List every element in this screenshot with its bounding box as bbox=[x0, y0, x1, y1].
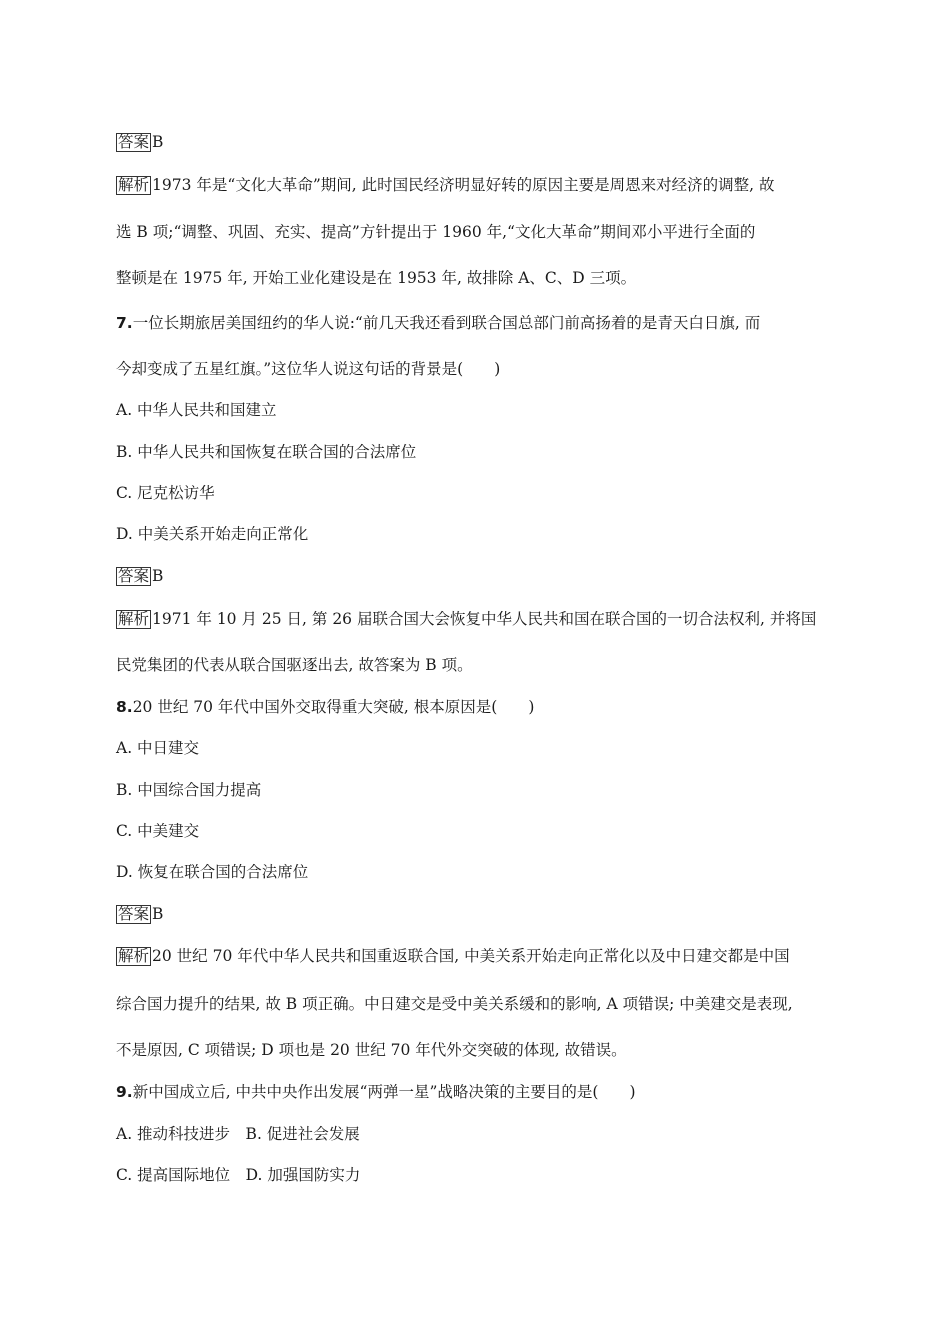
analysis-tag: 解析 bbox=[118, 610, 150, 628]
option-a: A. 中日建交 bbox=[116, 739, 200, 757]
question-text: 新中国成立后, 中共中央作出发展“两弹一星”战略决策的主要目的是( ) bbox=[132, 1083, 636, 1101]
analysis-tag: 解析 bbox=[118, 176, 150, 194]
analysis-line bbox=[116, 946, 790, 966]
options-row-cd: C. 提高国际地位 D. 加强国防实力 bbox=[116, 1166, 361, 1184]
analysis-text: 整顿是在 1975 年, 开始工业化建设是在 1953 年, 故排除 A、C、D 三项。 bbox=[116, 269, 637, 287]
analysis-tag: 解析 bbox=[118, 947, 150, 965]
answer-value: B bbox=[152, 905, 164, 923]
answer-line bbox=[116, 132, 163, 152]
question-number: 7. bbox=[116, 314, 133, 332]
analysis-text: 综合国力提升的结果, 故 B 项正确。中日建交是受中美关系缓和的影响, A 项错误; 中美建交是表现, bbox=[116, 995, 793, 1013]
question-text: 一位长期旅居美国纽约的华人说:“前几天我还看到联合国总部门前高扬着的是青天白日旗, 而 bbox=[132, 314, 761, 332]
option-a: A. 中华人民共和国建立 bbox=[116, 401, 277, 419]
option-d: D. 恢复在联合国的合法席位 bbox=[116, 863, 309, 881]
analysis-text: 选 B 项;“调整、巩固、充实、提高”方针提出于 1960 年,“文化大革命”期间邓小平进行全面的 bbox=[116, 223, 756, 241]
answer-tag: 答案 bbox=[118, 567, 150, 585]
answer-value: B bbox=[152, 133, 164, 151]
option-b: B. 中华人民共和国恢复在联合国的合法席位 bbox=[116, 443, 417, 461]
answer-tag: 答案 bbox=[118, 133, 150, 151]
option-c: C. 中美建交 bbox=[116, 822, 200, 840]
analysis-text: 20 世纪 70 年代中华人民共和国重返联合国, 中美关系开始走向正常化以及中日建交都是中国 bbox=[152, 947, 790, 965]
answer-line bbox=[116, 904, 163, 924]
question-number: 8. bbox=[116, 698, 133, 716]
question-7-stem bbox=[116, 313, 760, 333]
analysis-text: 1971 年 10 月 25 日, 第 26 届联合国大会恢复中华人民共和国在联合国的一切合法权利, 并将国 bbox=[152, 610, 817, 628]
question-text: 20 世纪 70 年代中国外交取得重大突破, 根本原因是( ) bbox=[132, 698, 535, 716]
analysis-text: 1973 年是“文化大革命”期间, 此时国民经济明显好转的原因主要是周恩来对经济的调整, 故 bbox=[152, 176, 775, 194]
analysis-line bbox=[116, 175, 774, 195]
question-9-stem bbox=[116, 1082, 636, 1102]
answer-tag: 答案 bbox=[118, 905, 150, 923]
analysis-line bbox=[116, 609, 816, 629]
options-row-ab: A. 推动科技进步 B. 促进社会发展 bbox=[116, 1125, 360, 1143]
analysis-text: 民党集团的代表从联合国驱逐出去, 故答案为 B 项。 bbox=[116, 656, 473, 674]
analysis-text: 不是原因, C 项错误; D 项也是 20 世纪 70 年代外交突破的体现, 故错误。 bbox=[116, 1041, 627, 1059]
answer-line bbox=[116, 566, 163, 586]
answer-value: B bbox=[152, 567, 164, 585]
question-8-stem bbox=[116, 697, 534, 717]
option-c: C. 尼克松访华 bbox=[116, 484, 215, 502]
option-b: B. 中国综合国力提高 bbox=[116, 781, 262, 799]
question-number: 9. bbox=[116, 1083, 133, 1101]
option-d: D. 中美关系开始走向正常化 bbox=[116, 525, 309, 543]
question-text: 今却变成了五星红旗。”这位华人说这句话的背景是( ) bbox=[116, 360, 501, 378]
